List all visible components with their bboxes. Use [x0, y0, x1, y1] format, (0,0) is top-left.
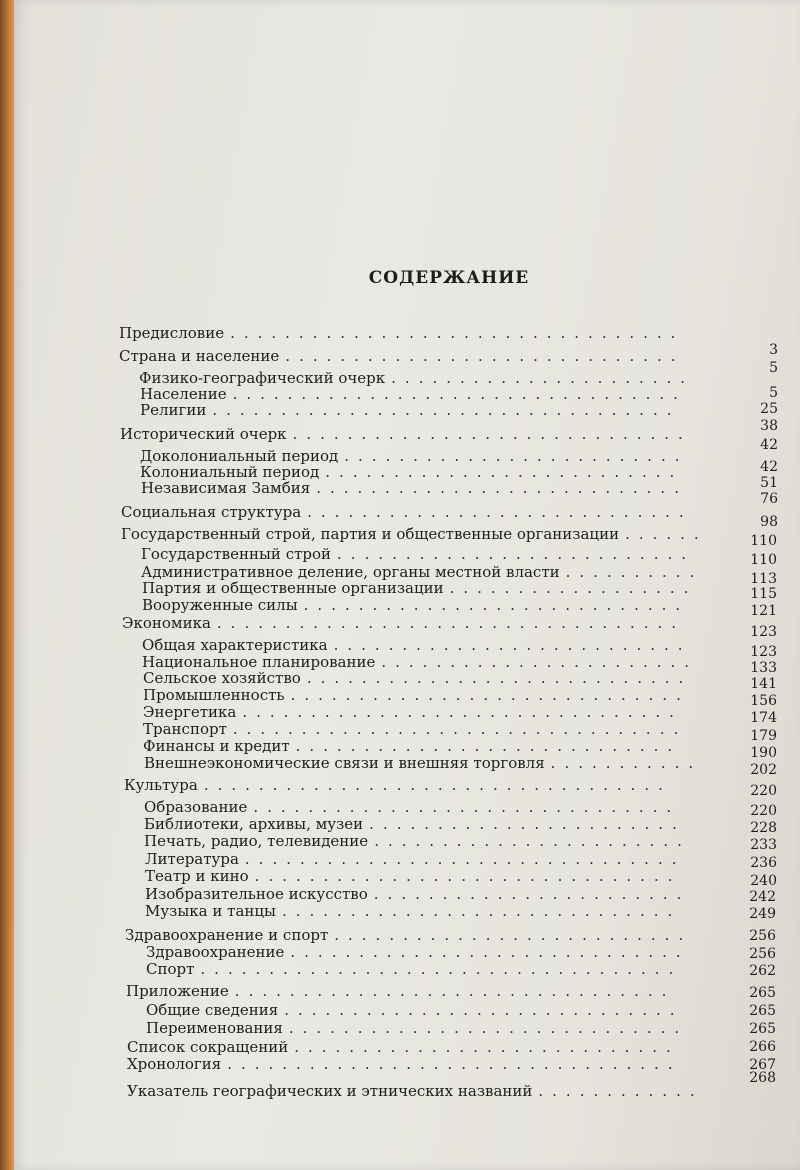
toc-entry	[146, 1019, 688, 1037]
page-number: 202	[750, 762, 777, 778]
toc-entry-label: Список сокращений	[127, 1038, 289, 1056]
dot-leader: ............................	[303, 596, 690, 614]
toc-entry-label: Музыка и танцы	[145, 902, 276, 920]
dot-leader: .............................	[288, 1019, 689, 1037]
page-number: 265	[749, 985, 776, 1001]
page-number: 25	[760, 401, 778, 417]
toc-entry-label: Социальная структура	[121, 503, 302, 521]
toc-entry	[143, 703, 683, 721]
page-number: 179	[750, 728, 777, 744]
toc-entry-label: Колониальный период	[140, 463, 320, 481]
dot-leader: ..........	[565, 563, 704, 581]
toc-entry	[143, 686, 690, 704]
dot-leader: .......................	[373, 885, 691, 903]
dot-leader: ......	[625, 525, 708, 543]
toc-entry	[144, 815, 686, 833]
dot-leader: .................................	[230, 324, 685, 342]
toc-entry	[144, 798, 680, 816]
toc-entry-label: Сельское хозяйство	[143, 669, 301, 687]
dot-leader: .............................	[281, 902, 682, 920]
dot-leader: ...................................	[200, 960, 683, 978]
toc-entry-label: Общие сведения	[146, 1001, 279, 1019]
toc-entry	[124, 776, 672, 794]
toc-entry	[146, 943, 690, 961]
toc-entry	[119, 324, 684, 342]
toc-entry-label: Религии	[140, 401, 207, 419]
page-number: 240	[750, 873, 777, 889]
toc-entry	[143, 669, 692, 687]
dot-leader: .......................	[374, 832, 691, 850]
dot-leader: .............................	[285, 347, 685, 365]
page-number: 123	[750, 644, 777, 660]
toc-entry-label: Экономика	[122, 614, 211, 632]
dot-leader: ..................................	[203, 776, 672, 794]
toc-entry-label: Внешнеэкономические связи и внешняя торговля	[144, 754, 545, 772]
toc-entry-label: Транспорт	[143, 720, 227, 738]
dot-leader: ............................	[294, 1038, 680, 1056]
dot-leader: ..........................	[325, 463, 684, 481]
dot-leader: ...........................	[316, 479, 688, 497]
dot-leader: ............	[538, 1082, 704, 1100]
toc-entry-label: Переименования	[146, 1019, 283, 1037]
toc-entry	[142, 579, 697, 597]
dot-leader: .............................	[292, 425, 692, 443]
toc-entry-label: Приложение	[126, 982, 229, 1000]
book-page	[14, 0, 800, 1170]
page-number: 236	[750, 855, 777, 871]
toc-entry	[126, 982, 675, 1000]
dot-leader: ..................	[449, 579, 698, 597]
toc-entry-label: Физико-географический очерк	[139, 369, 386, 387]
dot-leader: ................................	[242, 703, 683, 721]
page-number: 233	[750, 837, 777, 853]
dot-leader: .................................	[232, 720, 688, 738]
toc-entry	[142, 636, 692, 654]
page-number: 249	[749, 906, 776, 922]
toc-entry-label: Указатель географических и этнических названий	[127, 1082, 533, 1100]
dot-leader: .............................	[284, 1001, 684, 1019]
dot-leader: ................................	[244, 850, 686, 868]
toc-entry-label: Литература	[145, 850, 239, 868]
toc-entry-label: Государственный строй	[141, 545, 332, 563]
toc-entry-label: Энергетика	[143, 703, 237, 721]
page-number: 242	[749, 889, 776, 905]
page-number: 5	[769, 385, 778, 401]
page-number: 38	[760, 418, 778, 434]
toc-entry	[143, 737, 681, 755]
page-number: 256	[749, 928, 776, 944]
toc-entry-label: Предисловие	[119, 324, 225, 342]
page-number: 262	[749, 963, 776, 979]
page-number: 133	[750, 660, 777, 676]
dot-leader: .............................	[290, 686, 690, 704]
page-number: 265	[749, 1003, 776, 1019]
dot-leader: .................................	[227, 1055, 682, 1073]
page-number: 267	[749, 1057, 776, 1073]
toc-entry	[144, 754, 702, 772]
toc-entry-label: Печать, радио, телевидение	[144, 832, 369, 850]
page-number: 98	[760, 514, 778, 530]
page-number: 156	[750, 693, 777, 709]
dot-leader: .............................	[290, 943, 690, 961]
book-cover-edge	[0, 0, 14, 1170]
page-number: 256	[749, 946, 776, 962]
toc-entry-label: Культура	[124, 776, 198, 794]
toc-entry	[146, 960, 682, 978]
toc-entry-label: Национальное планирование	[142, 653, 376, 671]
toc-entry	[141, 479, 688, 497]
page-number: 190	[750, 745, 777, 761]
toc-entry-label: Финансы и кредит	[143, 737, 290, 755]
toc-entry-label: Общая характеристика	[142, 636, 328, 654]
toc-entry	[120, 425, 692, 443]
toc-entry-label: Страна и население	[119, 347, 280, 365]
toc-entry	[127, 1082, 704, 1100]
toc-entry	[145, 885, 690, 903]
toc-entry	[122, 614, 685, 632]
toc-entry	[146, 1001, 684, 1019]
dot-leader: ..................................	[212, 401, 681, 419]
toc-entry-label: Партия и общественные организации	[142, 579, 444, 597]
page-number: 220	[750, 783, 777, 799]
toc-entry-label: Образование	[144, 798, 248, 816]
toc-entry-label: Библиотеки, архивы, музеи	[144, 815, 364, 833]
toc-entry-label: Вооруженные силы	[142, 596, 298, 614]
toc-entry-label: Здравоохранение	[146, 943, 285, 961]
dot-leader: ...............................	[254, 867, 682, 885]
toc-entry	[145, 867, 681, 885]
page-number: 76	[760, 491, 778, 507]
toc-entry-label: Театр и кино	[145, 867, 249, 885]
dot-leader: ................................	[234, 982, 676, 1000]
page-number: 121	[750, 603, 777, 619]
toc-entry	[127, 1038, 680, 1056]
page-number: 3	[769, 342, 778, 358]
toc-entry-label: Население	[140, 385, 227, 403]
page-number: 123	[750, 624, 777, 640]
toc-entry-label: Спорт	[146, 960, 195, 978]
toc-entry	[143, 720, 687, 738]
toc-entry	[121, 525, 708, 543]
toc-entry	[145, 902, 681, 920]
page-number: 141	[750, 676, 777, 692]
dot-leader: ..........................	[334, 926, 693, 944]
dot-leader: .................................	[232, 385, 687, 403]
page-title: СОДЕРЖАНИЕ	[368, 268, 530, 288]
toc-entry-label: Здравоохранение и спорт	[125, 926, 329, 944]
page-number: 268	[749, 1070, 776, 1086]
dot-leader: ............................	[306, 669, 693, 687]
page-number: 5	[769, 360, 778, 376]
toc-entry-label: Административное деление, органы местной власти	[141, 563, 560, 581]
toc-entry	[127, 1055, 682, 1073]
page-number: 113	[750, 571, 777, 587]
toc-entry-label: Исторический очерк	[120, 425, 287, 443]
dot-leader: .......................	[381, 653, 699, 671]
page-number: 266	[749, 1039, 776, 1055]
dot-leader: ..........................	[337, 545, 696, 563]
toc-entry	[144, 832, 691, 850]
page-number: 110	[750, 533, 777, 549]
page-number: 42	[760, 437, 778, 453]
toc-entry	[145, 850, 685, 868]
page-number: 228	[750, 820, 777, 836]
page-number: 265	[749, 1021, 776, 1037]
dot-leader: ............................	[295, 737, 682, 755]
toc-entry-label: Хронология	[127, 1055, 222, 1073]
toc-entry-label: Государственный строй, партия и общественные организации	[121, 525, 620, 543]
page-number: 115	[750, 586, 777, 602]
dot-leader: ......................	[391, 369, 695, 387]
dot-leader: ............................	[307, 503, 693, 521]
toc-entry	[119, 347, 685, 365]
dot-leader: ..........................	[333, 636, 692, 654]
toc-entry	[125, 926, 692, 944]
toc-entry	[142, 596, 689, 614]
toc-entry-label: Независимая Замбия	[141, 479, 311, 497]
toc-entry-label: Промышленность	[143, 686, 285, 704]
toc-entry-label: Доколониальный период	[140, 447, 339, 465]
page-number: 42	[760, 459, 778, 475]
dot-leader: .......................	[369, 815, 686, 833]
page-number: 174	[750, 710, 777, 726]
dot-leader: ...........	[550, 754, 703, 772]
toc-entry	[121, 503, 693, 521]
page-number: 51	[760, 475, 778, 491]
page-number: 220	[750, 803, 777, 819]
dot-leader: ..................................	[216, 614, 686, 632]
toc-entry-label: Изобразительное искусство	[145, 885, 368, 903]
toc-entry	[140, 401, 680, 419]
dot-leader: .........................	[344, 447, 689, 465]
dot-leader: ...............................	[253, 798, 681, 816]
page-number: 110	[750, 552, 777, 568]
toc-entry	[141, 545, 695, 563]
